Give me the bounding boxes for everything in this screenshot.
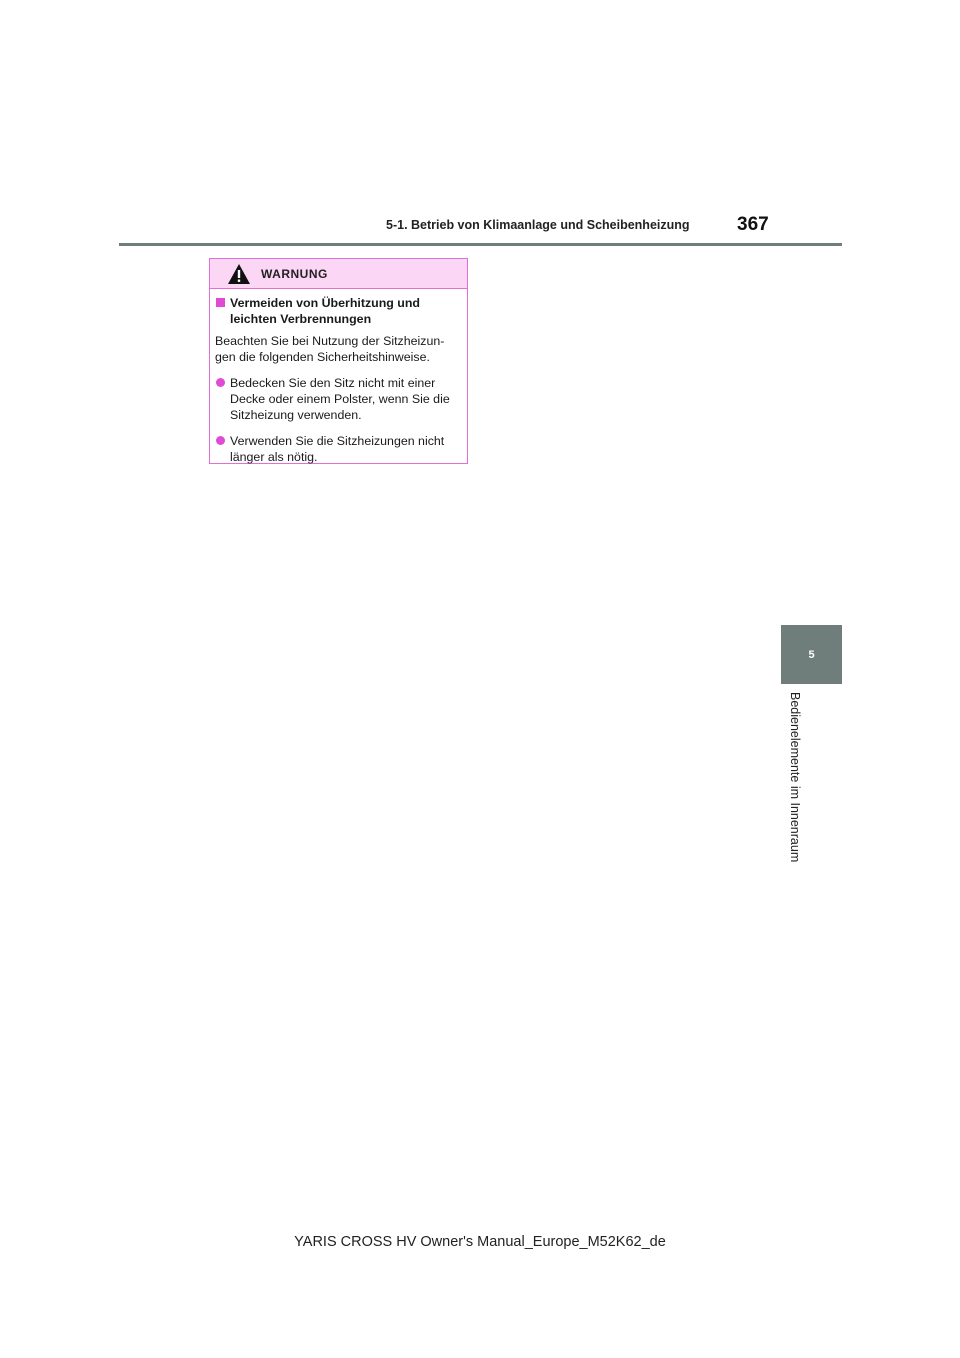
chapter-number: 5 xyxy=(808,648,815,661)
warning-bullet-1 xyxy=(215,375,461,423)
warning-triangle-icon xyxy=(227,263,251,285)
bullet-line: Decke oder einem Polster, wenn Sie die xyxy=(230,392,450,406)
bullet-line: Verwenden Sie die Sitzheizungen nicht xyxy=(230,434,445,448)
warning-header xyxy=(210,259,467,289)
footer-text: YARIS CROSS HV Owner's Manual_Europe_M52K62_de xyxy=(294,1234,666,1250)
header-rule xyxy=(119,243,842,246)
bullet-line: Bedecken Sie den Sitz nicht mit einer xyxy=(230,376,436,390)
round-bullet-icon xyxy=(216,436,225,445)
chapter-tab xyxy=(781,625,842,684)
bullet-line: länger als nötig. xyxy=(230,450,318,464)
warning-body xyxy=(210,289,467,465)
warning-box xyxy=(209,258,468,464)
subhead-line: Vermeiden von Überhitzung und xyxy=(230,296,421,310)
subhead-line: leichten Verbrennungen xyxy=(230,312,372,326)
round-bullet-icon xyxy=(216,378,225,387)
section-title: 5-1. Betrieb von Klimaanlage und Scheibenheizung xyxy=(386,218,690,232)
warning-paragraph xyxy=(215,333,461,365)
paragraph-line: gen die folgenden Sicherheitshinweise. xyxy=(215,350,430,364)
square-bullet-icon xyxy=(216,298,225,307)
chapter-title: Bedienelemente im Innenraum xyxy=(788,692,802,863)
page-number: 367 xyxy=(737,214,769,235)
bullet-line: Sitzheizung verwenden. xyxy=(230,408,362,422)
warning-title: WARNUNG xyxy=(261,266,328,281)
warning-bullet-2 xyxy=(215,433,461,465)
warning-subhead xyxy=(215,295,461,327)
paragraph-line: Beachten Sie bei Nutzung der Sitzheizun- xyxy=(215,334,445,348)
